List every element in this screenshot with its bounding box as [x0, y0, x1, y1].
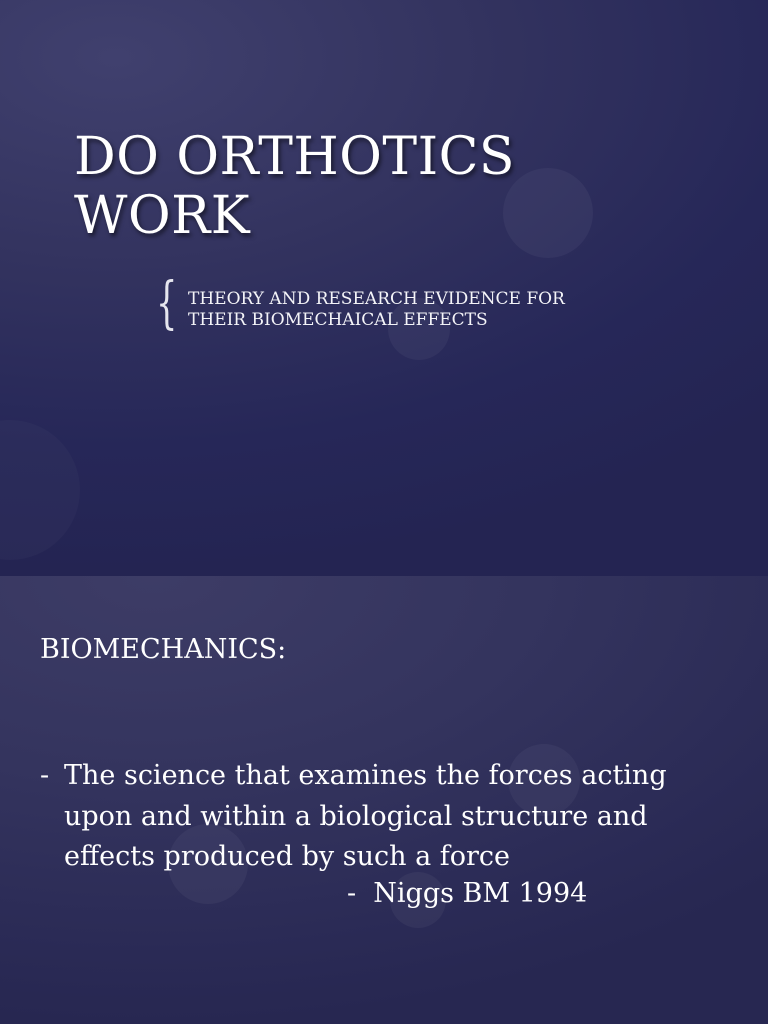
slide-heading: BIOMECHANICS:	[40, 634, 287, 665]
bullet-item	[40, 756, 740, 878]
slide-title-line: WORK	[74, 185, 251, 246]
slide-title	[74, 128, 674, 246]
bullet-text-line: effects produced by such a force	[64, 841, 511, 872]
bullet-dash: -	[40, 760, 50, 791]
bullet-text	[64, 756, 740, 878]
decorative-bubble	[0, 420, 80, 560]
bullet-text-line: upon and within a biological structure and	[64, 800, 648, 832]
slide-title-line: DO ORTHOTICS	[74, 127, 516, 187]
slide-2	[0, 576, 768, 1024]
bullet-text-line: The science that examines the forces acting	[64, 760, 667, 791]
slide-subtitle-line: THEORY AND RESEARCH EVIDENCE FOR	[188, 289, 565, 309]
slide-subtitle	[188, 289, 708, 332]
citation-attribution: - Niggs BM 1994	[347, 878, 588, 909]
slide-subtitle-line: THEIR BIOMECHAICAL EFFECTS	[188, 310, 488, 331]
curly-brace-icon: {	[156, 271, 178, 336]
